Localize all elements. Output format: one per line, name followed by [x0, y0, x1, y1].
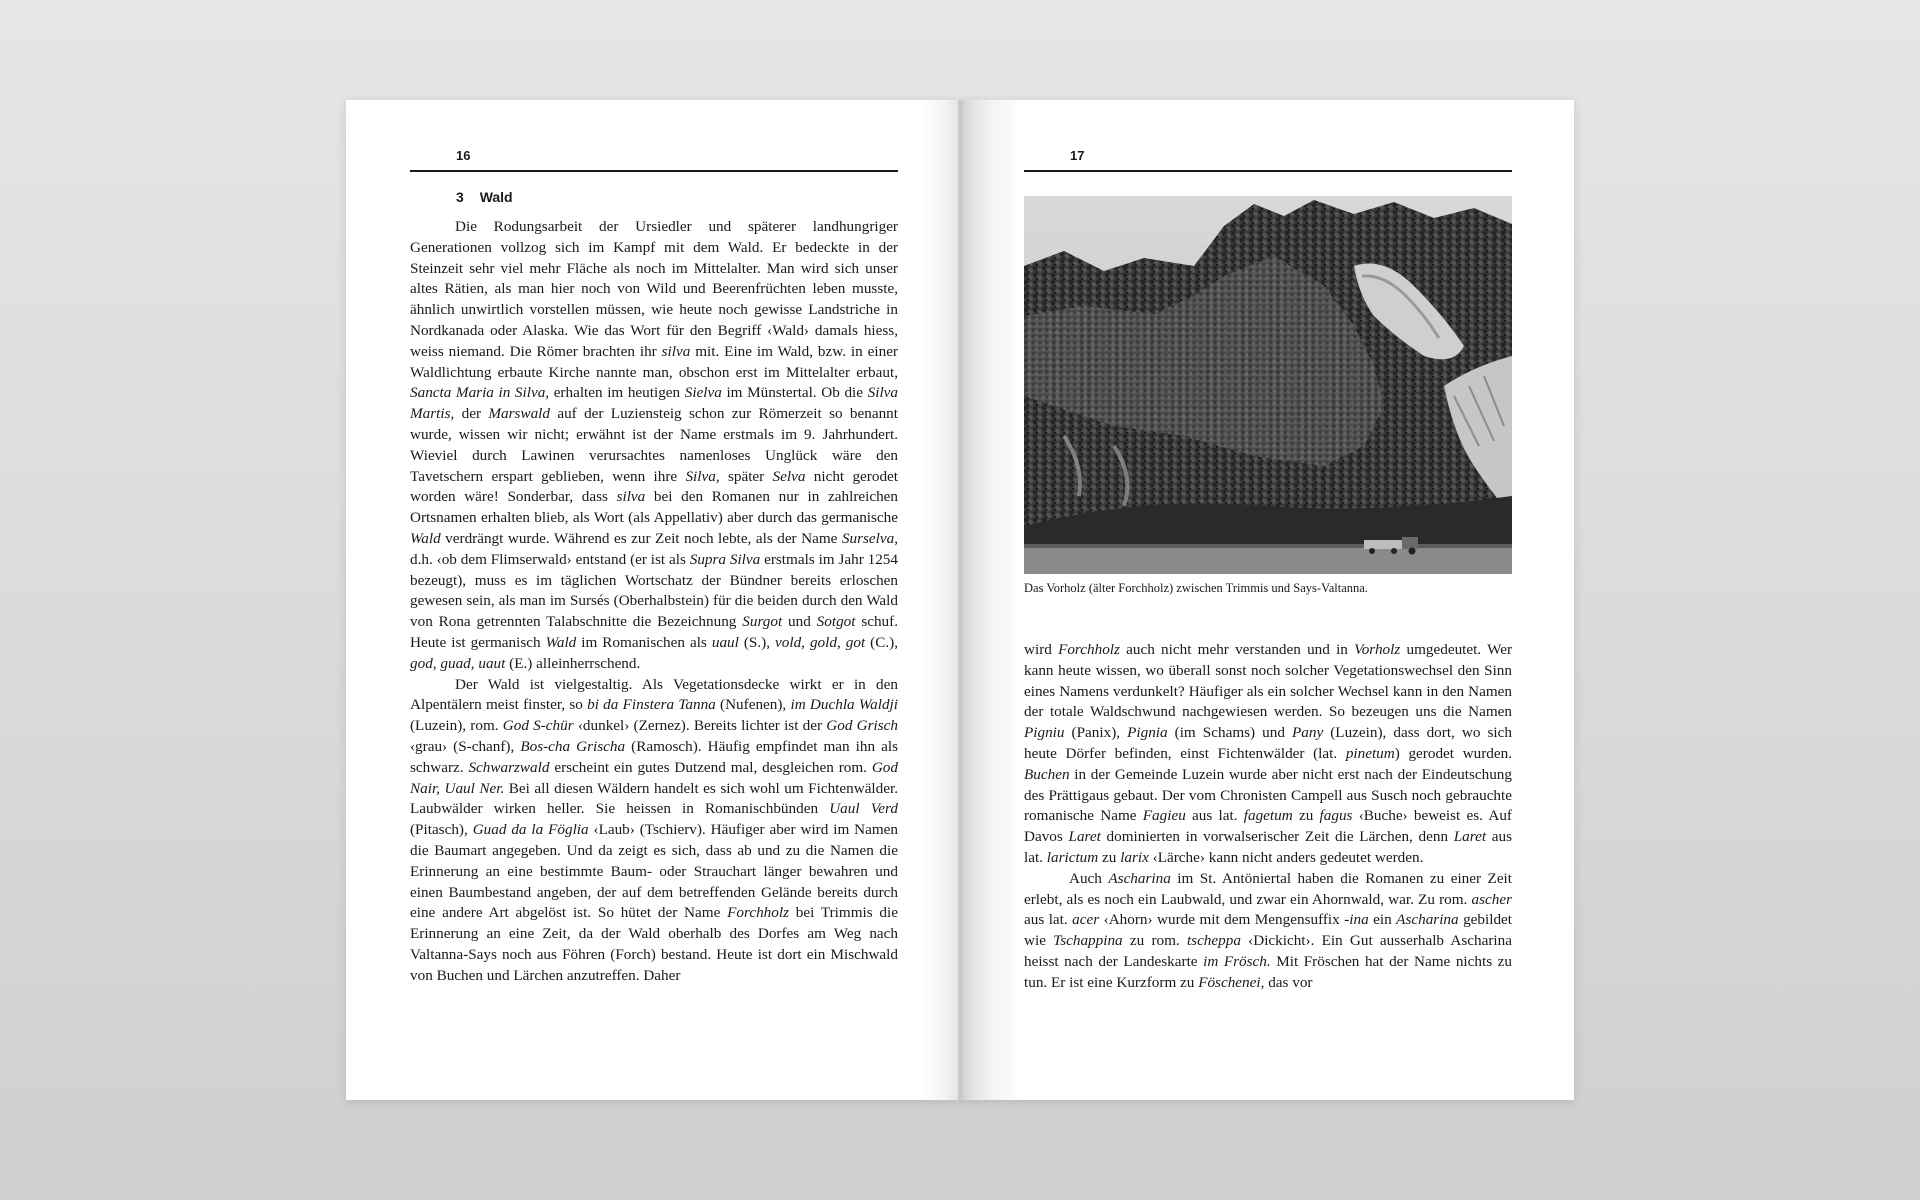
- italic-term: Wald: [410, 529, 441, 547]
- italic-term: Fagieu: [1142, 807, 1186, 825]
- text-run: Der Wald ist vielgestaltig. Als Vegetationsdecke wirkt er in den Alpentälern meist finster, so: [410, 675, 898, 714]
- italic-term: Föschenei,: [1198, 973, 1265, 991]
- landscape-photo: [1024, 196, 1512, 574]
- italic-term: Guad da la Föglia: [472, 821, 589, 839]
- italic-term: fagus: [1319, 807, 1353, 825]
- text-run: später: [719, 467, 773, 485]
- text-run: mit. Eine im Wald, bzw. in einer Waldlichtung erbaute Kirche nannte man, obschon erst im Mittelalter erbaut,: [410, 342, 898, 381]
- text-run: im St. Antöniertal haben die Romanen zu einer Zeit erlebt, als es noch ein Laubwald, und zwar ein Ahornwald, war. Zu rom.: [1024, 869, 1512, 908]
- italic-term: god, guad, uaut: [410, 654, 506, 672]
- text-run: nicht gerodet worden wäre! Sonderbar, dass: [410, 467, 898, 506]
- italic-term: pinetum: [1345, 744, 1395, 762]
- italic-term: Pany: [1291, 724, 1324, 742]
- italic-term: Pigniu: [1024, 724, 1065, 742]
- italic-term: -ina: [1344, 911, 1369, 929]
- text-run: bei Trimmis die Erinnerung an eine Zeit, da der Wald oberhalb des Dorfes am Weg nach Valtanna-Says noch aus Föhren (Forch) bestand. Heute ist dort ein Mischwald von Buchen und Lärchen anzutreffen. Daher: [410, 904, 898, 984]
- text-run: (C.),: [865, 633, 899, 651]
- text-run: ‹Laub› (Tschierv). Häufiger aber wird im Namen die Baumart angegeben. Und da zeigt es sich, dass ab und zu die Namen die Erinnerung an eine bestimmte Baum- oder Strauchart länger bewahren und einen Baumbestand angeben, der auf dem betreffenden Gelände bereits durch eine andere Art abgelöst ist. So hütet der Name: [410, 821, 899, 922]
- text-run: im Münstertal. Ob die: [721, 384, 868, 402]
- text-run: (Ramosch). Häufig empfindet man ihn als schwarz.: [410, 737, 898, 776]
- italic-term: Silva,: [685, 467, 720, 485]
- paragraph: [1024, 640, 1512, 869]
- text-run: ‹Lärche› kann nicht anders gedeutet werden.: [1148, 848, 1424, 866]
- text-run: aus lat.: [1185, 807, 1244, 825]
- italic-term: fagetum: [1243, 807, 1293, 825]
- italic-term: tscheppa: [1186, 932, 1241, 950]
- text-run: umgedeutet. Wer kann heute wissen, wo überall sonst noch solcher Vegetationswechsel den Sinn eines Namens verdunkelt? Häufiger als ein solcher Wechsel kann in den Namen der totale Waldschwund nachgewiesen werden. So bezeugen uns die Namen: [1024, 641, 1512, 721]
- italic-term: Supra Silva: [689, 550, 761, 568]
- running-head-right: [1024, 148, 1512, 172]
- text-run: d.h. ‹ob dem Flimserwald› entstand (er ist als: [410, 550, 690, 568]
- italic-term: Laret: [1068, 828, 1101, 846]
- italic-term: Uaul Verd: [829, 800, 898, 818]
- text-run: ‹Buche› beweist es. Auf Davos: [1024, 807, 1512, 846]
- text-run: (Luzein), dass dort, wo sich heute Dörfer befinden, einst Fichtenwälder (lat.: [1024, 724, 1512, 762]
- text-run: (Pitasch),: [410, 821, 473, 839]
- italic-term: vold, gold, got: [775, 633, 866, 651]
- text-run: ‹dunkel› (Zernez). Bereits lichter ist der: [573, 717, 827, 735]
- text-run: aus lat.: [1024, 911, 1073, 929]
- text-run: Bei all diesen Wäldern handelt es sich wohl um Fichtenwälder. Laubwälder wirken heller. Sie heissen in Romanischbünden: [410, 779, 899, 818]
- italic-term: ascher: [1471, 890, 1512, 908]
- text-column: [1024, 640, 1512, 994]
- italic-term: Pignia: [1127, 724, 1168, 742]
- chapter-number: 3: [456, 189, 464, 205]
- text-run: aus lat.: [1024, 828, 1513, 866]
- text-run: ‹Ahorn› wurde mit dem Mengensuffix: [1099, 911, 1345, 929]
- italic-term: Surselva,: [841, 529, 898, 547]
- text-run: erscheint ein gutes Dutzend mal, desgleichen rom.: [549, 758, 872, 776]
- text-run: das vor: [1264, 973, 1313, 991]
- italic-term: silva: [616, 488, 646, 506]
- italic-term: Forchholz: [727, 904, 789, 922]
- page-number: 17: [1070, 148, 1085, 163]
- text-run: (Luzein), rom.: [410, 717, 503, 735]
- italic-term: Marswald: [488, 405, 550, 423]
- text-run: erhalten im heutigen: [549, 384, 685, 402]
- book-gutter: [958, 100, 962, 1100]
- paragraph: [410, 675, 898, 987]
- text-run: auf der Luziensteig schon zur Römerzeit so benannt wurde, wissen wir nicht; erwähnt ist der Name erstmals im 9. Jahrhundert. Wieviel durch Lawinen verursachtes namenloses Unglück wäre den Tavetschern erspart geblieben, wenn ihre: [410, 405, 898, 485]
- chapter-heading: [456, 188, 513, 206]
- italic-term: uaul: [711, 633, 739, 651]
- text-run: (im Schams) und: [1167, 724, 1292, 742]
- italic-term: Wald: [545, 633, 577, 651]
- text-run: auch nicht mehr verstanden und in: [1119, 641, 1355, 658]
- italic-term: Ascharina: [1108, 869, 1171, 887]
- italic-term: God Grisch: [826, 717, 898, 735]
- text-run: Mit Fröschen hat der Name nichts zu tun. Er ist eine Kurzform zu: [1024, 952, 1512, 991]
- text-run: schuf. Heute ist germanisch: [410, 613, 899, 651]
- text-run: (Nufenen),: [715, 696, 791, 714]
- text-run: ein: [1368, 911, 1397, 929]
- text-run: im Romanischen als: [576, 633, 712, 651]
- italic-term: Sotgot: [816, 613, 856, 631]
- text-run: dominierten in vorwalserischer Zeit die Lärchen, denn: [1100, 828, 1454, 846]
- text-run: ) gerodet wurden.: [1394, 744, 1512, 762]
- italic-term: Sielva: [684, 384, 722, 402]
- italic-term: Ascharina: [1396, 911, 1459, 929]
- text-run: der: [454, 405, 489, 423]
- italic-term: Tschappina: [1053, 932, 1123, 950]
- chapter-title: Wald: [479, 189, 513, 205]
- page-number: 16: [456, 148, 471, 163]
- text-run: erstmals im Jahr 1254 bezeugt), muss es im täglichen Wortschatz der Bündner bereits erloschen gewesen sein, als man im Sursés (Oberhalbstein) für die beiden durch den Wald von Rona getrennten Talabschnitte die Bezeichnung: [410, 550, 898, 631]
- italic-term: bi da Finstera Tanna: [587, 696, 716, 714]
- paragraph: [1024, 869, 1512, 994]
- italic-term: acer: [1072, 911, 1100, 929]
- text-run: in der Gemeinde Luzein wurde aber nicht erst nach der Eindeutschung des Prättigaus gebaut. Der vom Chronisten Campell aus Susch noch gebrauchte romanische Name: [1024, 765, 1512, 825]
- text-run: ‹grau› (S-chanf),: [410, 737, 521, 755]
- text-run: verdrängt wurde. Während es zur Zeit noch lebte, als der Name: [440, 529, 842, 547]
- italic-term: Sancta Maria in Silva,: [410, 384, 550, 402]
- text-run: (E.) alleinherrschend.: [505, 654, 641, 672]
- italic-term: Selva: [772, 467, 806, 485]
- left-page: [346, 100, 960, 1100]
- italic-term: God Nair, Uaul Ner.: [410, 758, 898, 797]
- right-page: [960, 100, 1574, 1100]
- paragraph: [410, 217, 898, 675]
- italic-term: im Duchla Waldji: [790, 696, 898, 714]
- italic-term: Vorholz: [1354, 641, 1401, 658]
- text-run: zu: [1098, 848, 1121, 866]
- text-run: und: [782, 613, 817, 631]
- italic-term: Schwarzwald: [468, 758, 550, 776]
- text-run: wird: [1024, 641, 1059, 658]
- mountain-forest-image: [1024, 196, 1512, 574]
- italic-term: Bos-cha Grischa: [520, 737, 626, 755]
- italic-term: Laret: [1453, 828, 1487, 846]
- italic-term: larictum: [1046, 848, 1099, 866]
- italic-term: larix: [1120, 848, 1149, 866]
- text-run: Die Rodungsarbeit der Ursiedler und späterer landhungriger Generationen vollzog sich im Kampf mit dem Wald. Er bedeckte in der Steinzeit sehr viel mehr Fläche als noch im Mittelalter. Man wird sich unser altes Rätien, als man hier noch von Wild und Beerenfrüchten leben musste, ähnlich unwirtlich vorstellen müssen, wie heute noch gewisse Landstriche in Nordkanada oder Alaska. Wie das Wort für den Begriff ‹Wald› damals hiess, weiss niemand. Die Römer brachten ihr: [410, 218, 898, 360]
- italic-term: silva: [661, 342, 691, 360]
- text-run: zu rom.: [1122, 932, 1187, 950]
- photo-caption: Das Vorholz (älter Forchholz) zwischen Trimmis und Says-Valtanna.: [1024, 581, 1368, 595]
- text-run: ‹Dickicht›. Ein Gut ausserhalb Ascharina heisst nach der Landeskarte: [1024, 932, 1512, 970]
- italic-term: Forchholz: [1058, 641, 1120, 658]
- italic-term: Silva Martis,: [410, 384, 898, 423]
- text-run: zu: [1292, 807, 1320, 825]
- italic-term: Buchen: [1024, 765, 1070, 783]
- italic-term: im Frösch.: [1203, 952, 1271, 970]
- text-run: gebildet wie: [1024, 911, 1513, 950]
- book-spread: [346, 100, 1574, 1100]
- text-run: (Panix),: [1064, 724, 1128, 742]
- running-head-left: [410, 148, 898, 172]
- text-run: Auch: [1069, 869, 1109, 887]
- text-run: (S.),: [738, 633, 776, 651]
- italic-term: God S-chür: [502, 717, 574, 735]
- text-run: bei den Romanen nur in zahlreichen Ortsnamen erhalten blieb, als Wort (als Appellativ) aber durch das germanische: [410, 488, 899, 527]
- text-column: [410, 217, 898, 986]
- italic-term: Surgot: [742, 613, 783, 631]
